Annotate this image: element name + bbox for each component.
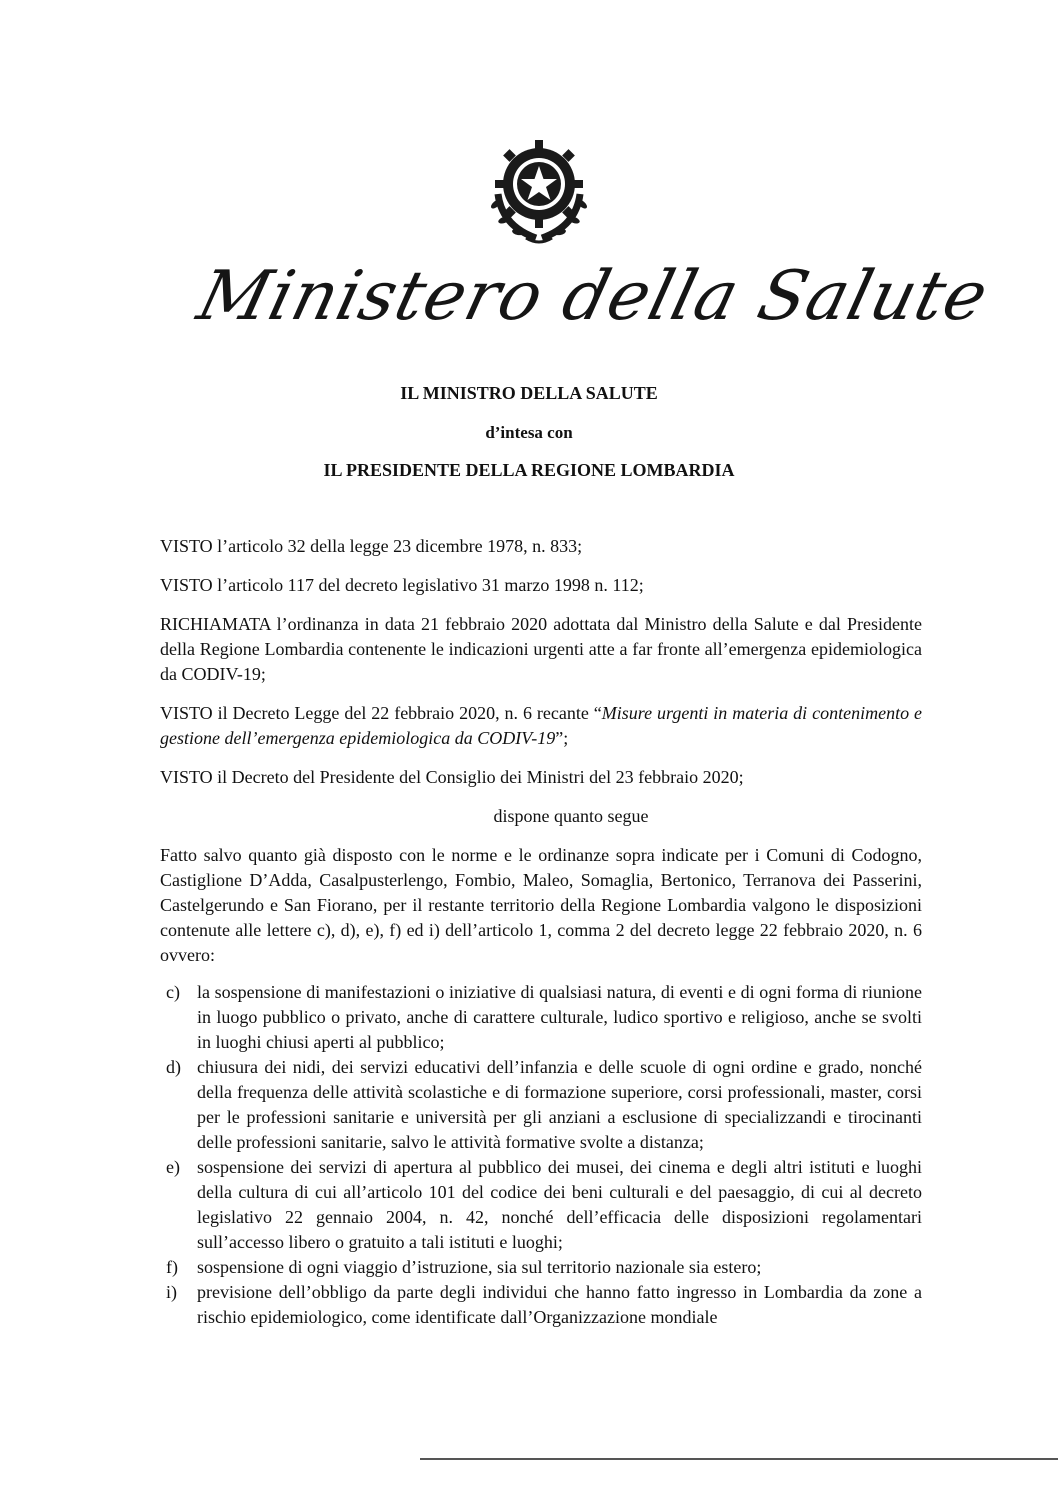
- list-item: [160, 1055, 922, 1155]
- item-text: la sospensione di manifestazioni o iniziative di qualsiasi natura, di eventi e di ogni forma di riunione in luogo pubblico o privato, anche di carattere culturale, ludico sportivo e religioso, anche se svolti in luoghi chiusi aperti al pubblico;: [197, 982, 922, 1052]
- heading-intesa: d’intesa con: [485, 423, 573, 442]
- preamble-paragraph: VISTO l’articolo 32 della legge 23 dicembre 1978, n. 833;: [160, 536, 583, 556]
- preamble-paragraph: VISTO l’articolo 117 del decreto legislativo 31 marzo 1998 n. 112;: [160, 575, 644, 595]
- item-letter: d): [166, 1057, 181, 1077]
- italian-republic-emblem-icon: [484, 134, 594, 246]
- list-item: [160, 1155, 922, 1255]
- decree-title: Misure urgenti in materia di contenimento e gestione dell’emergenza epidemiologica da CODIV-19: [160, 703, 922, 748]
- dispone-line: dispone quanto segue: [493, 806, 649, 826]
- list-item: [160, 980, 922, 1055]
- preamble-paragraph: [160, 701, 922, 751]
- preamble-text: VISTO il Decreto Legge del 22 febbraio 2020, n. 6 recante “: [160, 703, 602, 723]
- page-bottom-rule: [420, 1458, 1058, 1460]
- heading-president: IL PRESIDENTE DELLA REGIONE LOMBARDIA: [323, 460, 735, 480]
- list-item: [160, 1280, 922, 1330]
- item-letter: e): [166, 1157, 180, 1177]
- heading-minister: IL MINISTRO DELLA SALUTE: [400, 383, 658, 403]
- item-text: sospensione dei servizi di apertura al pubblico dei musei, dei cinema e degli altri istituti e luoghi della cultura di cui all’articolo 101 del codice dei beni culturali e del paesaggio, di cui al decreto legislativo 22 gennaio 2004, n. 42, nonché dell’efficacia delle disposizioni regolamentari sull’accesso libero o gratuito a tali istituti e luoghi;: [197, 1157, 922, 1252]
- item-letter: c): [166, 982, 180, 1002]
- ministry-name: Ministero della Salute: [190, 257, 997, 336]
- intro-paragraph: Fatto salvo quanto già disposto con le norme e le ordinanze sopra indicate per i Comuni di Codogno, Castiglione D’Adda, Casalpusterlengo, Fombio, Maleo, Somaglia, Bertonico, Terranova dei Passerini, Castelgerundo e San Fiorano, per il restante territorio della Regione Lombardia valgono le disposizioni contenute alle lettere c), d), e), f) ed i) dell’articolo 1, comma 2 del decreto legge 22 febbraio 2020, n. 6 ovvero:: [160, 845, 922, 965]
- item-text: sospensione di ogni viaggio d’istruzione, sia sul territorio nazionale sia estero;: [197, 1257, 762, 1277]
- provisions-list: [160, 980, 922, 1330]
- list-item: [160, 1255, 922, 1280]
- item-letter: f): [166, 1257, 178, 1277]
- preamble-paragraph: VISTO il Decreto del Presidente del Consiglio dei Ministri del 23 febbraio 2020;: [160, 767, 744, 787]
- item-letter: i): [166, 1282, 177, 1302]
- item-text: chiusura dei nidi, dei servizi educativi dell’infanzia e delle scuole di ogni ordine e grado, nonché della frequenza delle attività scolastiche e di formazione superiore, corsi professionali, master, corsi per le professioni sanitarie e università per gli anziani a esclusione di specializzandi e tirocinanti delle professioni sanitarie, salvo le attività formative svolte a distanza;: [197, 1057, 922, 1152]
- preamble-text: ”;: [555, 728, 569, 748]
- item-text: previsione dell’obbligo da parte degli individui che hanno fatto ingresso in Lombardia da zone a rischio epidemiologico, come identificate dall’Organizzazione mondiale: [197, 1282, 922, 1327]
- preamble-paragraph: RICHIAMATA l’ordinanza in data 21 febbraio 2020 adottata dal Ministro della Salute e dal Presidente della Regione Lombardia contenente le indicazioni urgenti atte a far fronte all’emergenza epidemiologica da CODIV-19;: [160, 614, 922, 684]
- document-body: [160, 534, 922, 1330]
